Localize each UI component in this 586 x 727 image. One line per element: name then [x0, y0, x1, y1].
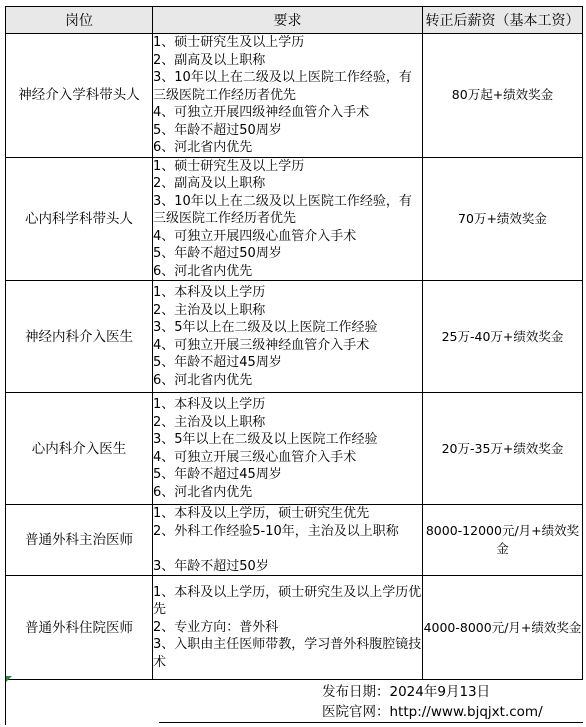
requirements-cell — [153, 34, 423, 158]
requirement-line: 2、外科工作经验5-10年，主治及以上职称 — [153, 523, 399, 539]
requirement-line: 6、河北省内优先 — [153, 484, 253, 500]
table-row — [6, 157, 583, 281]
requirement-line: 2、专业方向：普外科 — [153, 619, 279, 635]
requirement-line: 4、可独立开展三级神经血管介入手术 — [153, 337, 370, 353]
header-requirements: 要求 — [153, 7, 423, 34]
requirement-line: 3、入职由主任医师带教，学习普外科腹腔镜技术 — [153, 637, 422, 670]
requirement-line: 3、5年以上在二级及以上医院工作经验 — [153, 320, 378, 335]
salary-cell: 25万-40万+绩效奖金 — [423, 281, 583, 393]
requirement-line: 5、年龄不超过50周岁 — [153, 246, 282, 261]
requirements-cell — [153, 576, 423, 680]
requirement-line: 4、可独立开展三级心血管介入手术 — [153, 449, 357, 465]
table-row — [6, 505, 583, 576]
requirement-line: 6、河北省内优先 — [153, 372, 253, 388]
publish-date: 发布日期：2024年9月13日 — [322, 684, 491, 700]
footer — [5, 676, 583, 725]
requirements-cell — [153, 281, 423, 393]
requirement-line: 2、主治及以上职称 — [153, 414, 266, 430]
position-cell: 普通外科主治医师 — [6, 505, 153, 576]
requirement-line: 1、本科及以上学历，硕士研究生优先 — [153, 506, 370, 521]
requirement-line: 6、河北省内优先 — [153, 140, 253, 155]
requirement-line: 5、年龄不超过45周岁 — [153, 467, 282, 482]
requirement-line: 6、河北省内优先 — [153, 263, 253, 279]
cell-selection-corner-icon — [6, 676, 12, 682]
position-cell: 普通外科住院医师 — [6, 576, 153, 680]
recruitment-table — [5, 6, 583, 680]
salary-cell: 8000-12000元/月+绩效奖金 — [423, 505, 583, 576]
salary-cell: 4000-8000元/月+绩效奖金 — [423, 576, 583, 680]
requirement-line: 1、本科及以上学历，硕士研究生及以上学历优先 — [153, 584, 422, 618]
requirement-line: 2、主治及以上职称 — [153, 302, 266, 318]
hospital-website: 医院官网：http://www.bjqjxt.com/ — [322, 704, 543, 720]
requirement-line: 3、5年以上在二级及以上医院工作经验 — [153, 432, 378, 447]
footer-info — [322, 682, 543, 722]
requirement-blank-line — [153, 540, 422, 558]
table-row — [6, 281, 583, 393]
requirement-line: 5、年龄不超过45周岁 — [153, 355, 282, 370]
requirement-line: 5、年龄不超过50周岁 — [153, 122, 282, 138]
requirement-line: 2、副高及以上职称 — [153, 52, 266, 68]
footer-divider — [159, 722, 583, 723]
requirement-line: 3、10年以上在二级及以上医院工作经验，有三级医院工作经历者优先 — [153, 70, 412, 103]
requirement-line: 2、副高及以上职称 — [153, 176, 266, 191]
requirements-cell — [153, 393, 423, 505]
header-position: 岗位 — [6, 7, 153, 34]
table-row — [6, 34, 583, 158]
position-cell: 心内科介入医生 — [6, 393, 153, 505]
salary-cell: 80万起+绩效奖金 — [423, 34, 583, 158]
position-cell: 心内科学科带头人 — [6, 157, 153, 281]
table-header-row — [6, 7, 583, 34]
requirement-line: 1、本科及以上学历 — [153, 285, 266, 300]
table-row — [6, 576, 583, 680]
requirements-cell — [153, 505, 423, 576]
salary-cell: 70万+绩效奖金 — [423, 157, 583, 281]
header-salary: 转正后薪资（基本工资） — [423, 7, 583, 34]
position-cell: 神经内科介入医生 — [6, 281, 153, 393]
requirement-line: 1、硕士研究生及以上学历 — [153, 158, 305, 174]
requirement-line: 4、可独立开展四级心血管介入手术 — [153, 228, 357, 244]
requirement-line: 3、10年以上在二级及以上医院工作经验，有三级医院工作经历者优先 — [153, 193, 412, 226]
salary-cell: 20万-35万+绩效奖金 — [423, 393, 583, 505]
requirement-line: 3、年龄不超过50岁 — [153, 558, 269, 574]
position-cell: 神经介入学科带头人 — [6, 34, 153, 158]
requirements-cell — [153, 157, 423, 281]
table-row — [6, 393, 583, 505]
requirement-line: 4、可独立开展四级神经血管介入手术 — [153, 105, 370, 120]
requirement-line: 1、硕士研究生及以上学历 — [153, 35, 305, 50]
requirement-line: 1、本科及以上学历 — [153, 397, 266, 412]
